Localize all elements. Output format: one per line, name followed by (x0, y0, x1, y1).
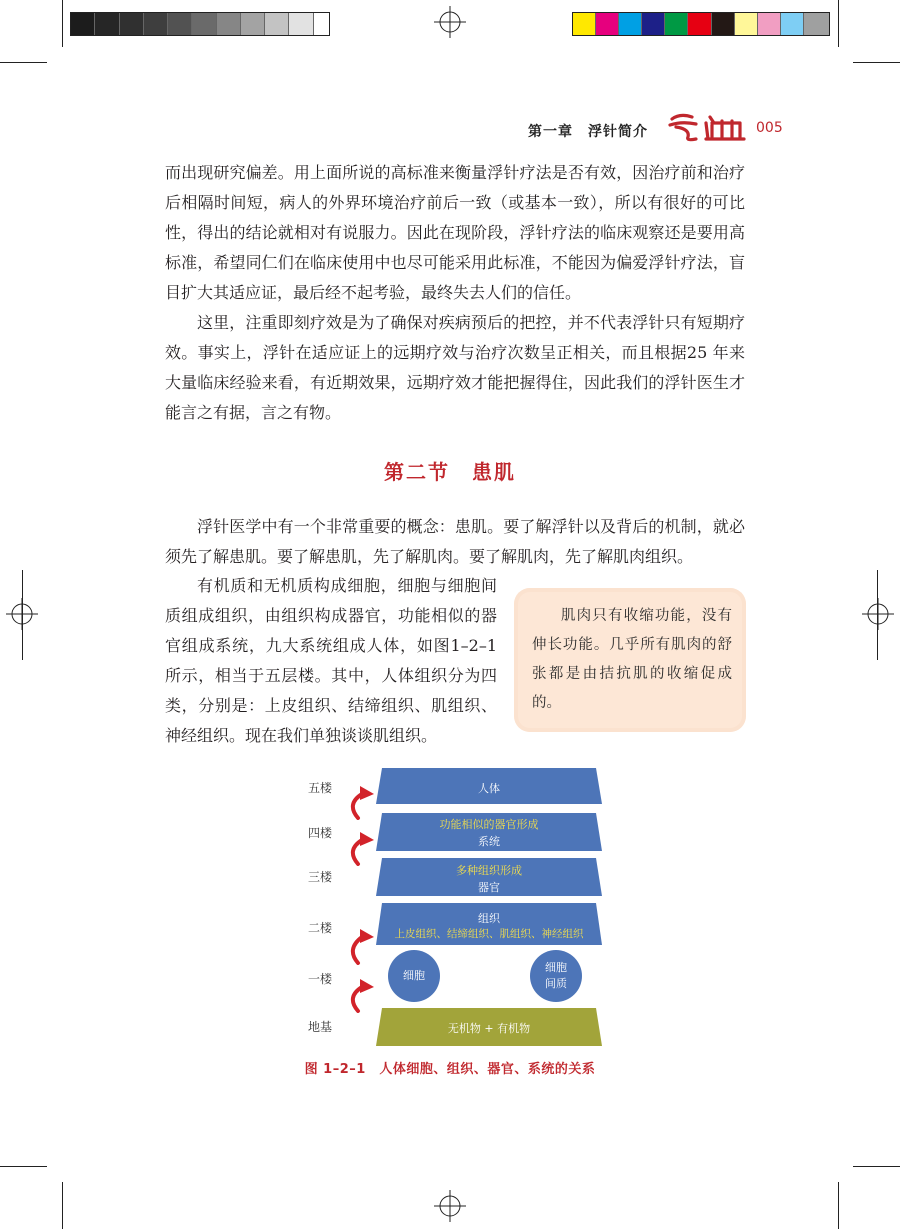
level-3-note: 多种组织形成 (456, 864, 522, 877)
cell-circle: 细胞 (388, 950, 440, 1002)
crop-mark (853, 62, 900, 63)
page-number: 005 (756, 120, 783, 136)
paragraph: 有机质和无机质构成细胞，细胞与细胞间质组成组织，由组织构成器官，功能相似的器官组成系统，九大系统组成人体，如图1–2–1 所示，相当于五层楼。其中，人体组织分为四类，分别是：上皮组织、结缔组织、肌组织、神经组织。现在我们单独谈谈肌组织。 (165, 576, 497, 745)
figure-caption: 图 1–2–1 人体细胞、组织、器官、系统的关系 (304, 1062, 596, 1077)
chapter-title: 第一章 浮针简介 (528, 124, 648, 140)
floor-label: 地基 (308, 1020, 333, 1034)
level-2-detail: 上皮组织、结缔组织、肌组织、神经组织 (394, 928, 584, 940)
crop-mark (62, 0, 63, 47)
level-2-label: 组织 (478, 912, 500, 925)
floor-label: 四楼 (308, 826, 333, 840)
foundation-label: 无机物 + 有机物 (447, 1022, 531, 1035)
curved-arrow-icon (344, 830, 376, 866)
paragraph: 而出现研究偏差。用上面所说的高标准来衡量浮针疗法是否有效，因治疗前和治疗后相隔时间短，病人的外界环境治疗前后一致（或基本一致），所以有很好的可比性，得出的结论就相对有说服力。因此在现阶段，浮针疗法的临床观察还是要用高标准，希望同仁们在临床使用中也尽可能采用此标准，不能因为偏爱浮针疗法，盲目扩大其适应证，最后经不起考验，最终失去人们的信任。 (165, 163, 745, 302)
crop-mark (853, 1166, 900, 1167)
floor-label: 三楼 (308, 870, 333, 884)
note-text: 肌肉只有收缩功能，没有伸长功能。几乎所有肌肉的舒张都是由拮抗肌的收缩促成的。 (532, 608, 732, 711)
floor-label: 二楼 (308, 921, 333, 935)
level-3-label: 器官 (478, 881, 500, 894)
grayscale-calibration-bar (70, 12, 330, 36)
crop-mark (62, 1182, 63, 1229)
curved-arrow-icon (344, 784, 376, 820)
crop-mark (0, 1166, 47, 1167)
registration-mark-icon (434, 6, 466, 38)
five-floor-diagram (290, 762, 620, 1052)
paragraph: 浮针医学中有一个非常重要的概念：患肌。要了解浮针以及背后的机制，就必须先了解患肌。要了解患肌，先了解肌肉。要了解肌肉，先了解肌肉组织。 (165, 517, 745, 566)
registration-mark-icon (434, 1190, 466, 1222)
crop-mark (22, 570, 23, 660)
crop-mark (0, 62, 47, 63)
level-5-label: 人体 (478, 782, 500, 795)
qixue-logo-icon (666, 111, 750, 143)
floor-label: 一楼 (308, 972, 333, 986)
color-calibration-bar (572, 12, 830, 36)
crop-mark (877, 570, 878, 660)
section-title: 第二节 患肌 (384, 460, 516, 484)
note-box (514, 588, 746, 732)
registration-mark-icon (862, 598, 894, 630)
curved-arrow-icon (344, 925, 376, 965)
intercellular-substance-circle: 细胞间质 (530, 950, 582, 1002)
curved-arrow-icon (344, 977, 376, 1013)
running-header (528, 117, 788, 143)
paragraph: 这里，注重即刻疗效是为了确保对疾病预后的把控，并不代表浮针只有短期疗效。事实上，浮针在适应证上的远期疗效与治疗次数呈正相关，而且根据25 年来大量临床经验来看，有近期效果，远期疗效才能把握得住，因此我们的浮针医生才能言之有据，言之有物。 (165, 313, 745, 422)
crop-mark (838, 1182, 839, 1229)
crop-mark (838, 0, 839, 47)
floor-label: 五楼 (308, 781, 333, 795)
level-4-label: 系统 (478, 835, 500, 848)
level-4-note: 功能相似的器官形成 (439, 818, 539, 831)
